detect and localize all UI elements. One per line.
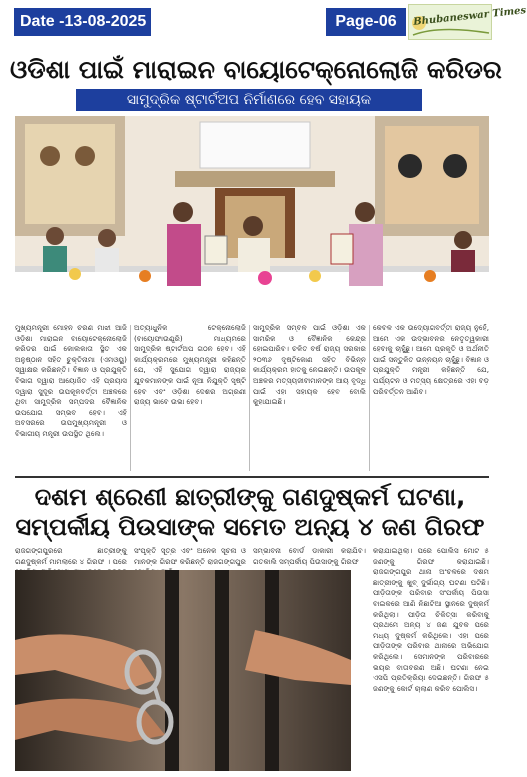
story1-photo xyxy=(15,116,489,321)
story1-column-1: ମୁଖ୍ୟମନ୍ତ୍ରୀ ମୋହନ ଚରଣ ମାଝୀ ଆଜି ଓଡ଼ିଶା ମାରାଇନ ବାୟୋଟେକ୍ନୋଲୋଜି କରିଡର ପାଇଁ କୋଲକାତା ସ୍ଥିତ ଏକ ଅନୁଷ୍ଠାନ ସହିତ ଚୁକ୍ତିନାମା (ଏମଓୟୁ) ସ୍ୱାକ୍ଷର କରିଛନ୍ତି। ବିଜ୍ଞାନ ଓ ପ୍ରଯୁକ୍ତି ବିଭାଗ ଦ୍ୱାରା ଆୟୋଜିତ ଏହି ପ୍ରୟାସ ଦ୍ୱାରା ସୁଦୂର ଉପକୂଳବର୍ତ୍ତୀ ଅଞ୍ଚଳରେ ଥିବା ସାମୁଦ୍ରିକ ସମ୍ପଦର ବୈଜ୍ଞାନିକ ଉପଯୋଗ ସମ୍ଭବ ହେବ। ଏହି ଅବସରରେ ଉପମୁଖ୍ୟମନ୍ତ୍ରୀ ଓ ବିଭାଗୀୟ ମନ୍ତ୍ରୀ ଉପସ୍ଥିତ ଥିଲେ। xyxy=(15,323,127,438)
column-rule xyxy=(369,325,370,471)
story2-column-1: ରାଜଗଙ୍ଗପୁରରେ ଛାତ୍ରୀଙ୍କୁ ଗଣଦୁଷ୍କର୍ମ ମାମଲାରେ ୪ ଗିରଫ । ପରେ xyxy=(15,546,127,566)
story2-column-2: ସଂପୃକ୍ତି ସୂତ୍ର ଏବଂ ଅନେକ ସୂଚନା ଓ ମାନଙ୍କ ଗିରଫ କରିଛନ୍ତି ରାଜଗଙ୍ଗପୁର xyxy=(134,546,246,566)
story2-column-4: କରାଯାଇଥିଲା। ପରେ ପୋଲିସ ମୋଟ ୫ ଜଣଙ୍କୁ ଗିରଫ କରାଯାଇଛି। ରାଜଗଙ୍ଗପୁର ଥାନା ଅଂଚଳରେ ଦଶମ ଛାତ୍ରୀଙ୍କୁ ଖୁବ୍ ଦୁର୍ଭାଗ୍ୟ ଘଟଣା ଘଟିଛି। ପୀଡ଼ିତାଙ୍କ ପରିବାର ସଂପର୍କୀୟ ପିଉସା ବାଇକରେ ଆଣି ନିଛାଟିଆ ସ୍ଥାନରେ ଦୁଷ୍କର୍ମ କରିଥିଲା। ପୀଡ଼ିତା ଚିକିତ୍ସା କରିବାକୁ ପ୍ରଥମେ ଅନ୍ୟ ୪ ଜଣ ଯୁବକ ପରେ ମଧ୍ୟ ଦୁଷ୍କର୍ମ କରିଥିଲେ। ଏହା ପରେ ପୀଡ଼ିତାଙ୍କ ପରିବାର ଥାନାରେ ଅଭିଯୋଗ କରିଥିଲେ। ସେମାନଙ୍କ ପରିବାରରେ ଭୟର ବାତାବରଣ ଅଛି। ଘଟଣା ନେଇ ଏସପି ପ୍ରତିକ୍ରିୟା ଦେଇଛନ୍ତି। ଗିରଫ ୫ ଜଣଙ୍କୁ କୋର୍ଟ ଚାଲାଣ କରିବ ପୋଲିସ। xyxy=(373,546,489,693)
story2-column-3: ସମ୍ଭାବନା ବୋର୍ଡ ଡାକାରୀ କରାଯିବ। ଗତକାଲି ସମ୍ପର୍କୀୟ ପିଉସାଙ୍କୁ ଗିରଫ xyxy=(253,546,366,566)
story2-headline-line1: ଦଶମ ଶ୍ରେଣୀ ଛାତ୍ରୀଙ୍କୁ ଗଣଦୁଷ୍କର୍ମ ଘଟଣା, xyxy=(34,483,466,511)
story1-photo-illustration xyxy=(15,116,489,321)
section-divider xyxy=(15,476,489,478)
story1-subheadline: ସାମୁଦ୍ରିକ ଷ୍ଟାର୍ଟଅପ ନିର୍ମାଣରେ ହେବ ସହାୟକ xyxy=(76,89,422,111)
handcuffs-photo-illustration xyxy=(15,570,351,771)
date-label: Date -13-08-2025 xyxy=(14,8,151,36)
story1-column-2: ଅତ୍ୟାଧୁନିକ ଟେକ୍ନୋଲୋଜି (ବାୟୋଫାଉଣ୍ଡ୍ରି) ମାଧ୍ୟମରେ ସାମୁଦ୍ରିକ ଷ୍ଟାର୍ଟଅପ ଗଠନ ହେବ। ଏହି କାର୍ଯ୍ୟକ୍ରମରେ ମୁଖ୍ୟମନ୍ତ୍ରୀ କହିଛନ୍ତି ଯେ, ଏହି ସୁଯୋଗ ଦ୍ୱାରା ରାଜ୍ୟର ଯୁବକମାନଙ୍କ ପାଇଁ ନୂଆ ନିଯୁକ୍ତି ସୃଷ୍ଟି ହେବ ଏବଂ ଓଡ଼ିଶା ଦେଶର ଅଗ୍ରଣୀ ରାଜ୍ୟ ଭାବେ ଉଭା ହେବ। xyxy=(134,323,246,407)
story1-column-4: କେବଳ ଏକ ଉଦ୍ୟୋଗବର୍ତ୍ତୀ ରାଜ୍ୟ ନୁହେଁ, ଆମେ ଏକ ଉଦ୍ଭାବନର ନେତୃତ୍ୱକାରୀ ହେବାକୁ ଚାହୁଁଛୁ। ଆମେ ପ୍ରକୃତି ଓ ଅର୍ଥନୀତି ପାଇଁ ସନ୍ତୁଳିତ ଉନ୍ନୟନ ଚାହୁଁଛୁ। ବିଜ୍ଞାନ ଓ ପ୍ରଯୁକ୍ତି ମନ୍ତ୍ରୀ କହିଛନ୍ତି ଯେ, ପର୍ଯ୍ୟଟନ ଓ ମତ୍ସ୍ୟ କ୍ଷେତ୍ରରେ ଏହା ବଡ଼ ପରିବର୍ତ୍ତନ ଆଣିବ। xyxy=(373,323,489,396)
story1-headline: ଓଡିଶା ପାଇଁ ମାରାଇନ ବାୟୋଟେକ୍ନୋଲୋଜି କରିଡର xyxy=(10,55,502,84)
story2-photo xyxy=(15,570,351,771)
story1-column-3: ସାମୁଦ୍ରିକ ସମ୍ବଳ ପାଇଁ ଓଡ଼ିଶା ଏକ ସାମରିକ ଓ ବୈଜ୍ଞାନିକ କେନ୍ଦ୍ର ହୋଇପାରିବ। ଚଳିତ ବର୍ଷ ରାଜ୍ୟ ସରକାର ୨୦୩୬ ଦୃଷ୍ଟିକୋଣ ସହିତ ବିଭିନ୍ନ କାର୍ଯ୍ୟକ୍ରମ ହାତକୁ ନେଇଛନ୍ତି। ଉପକୂଳ ଅଞ୍ଚଳର ମତ୍ସ୍ୟଜୀବୀମାନଙ୍କ ଆୟ ବୃଦ୍ଧି ପାଇଁ ଏହା ସହାୟକ ହେବ ବୋଲି କୁହାଯାଇଛି। xyxy=(253,323,366,407)
story2-headline-line2: ସମ୍ପର୍କୀୟ ପିଉସାଙ୍କ ସମେତ ଅନ୍ୟ ୪ ଜଣ ଗିରଫ xyxy=(15,513,485,541)
story1-body xyxy=(15,323,489,473)
masthead-bar xyxy=(0,0,527,44)
column-rule xyxy=(249,325,250,471)
newspaper-logo xyxy=(408,4,527,40)
column-rule xyxy=(130,325,131,471)
page-number-label: Page-06 xyxy=(326,8,406,36)
logo-wordmark: Bhubaneswar Times xyxy=(412,5,527,28)
story2-headline xyxy=(10,482,490,542)
